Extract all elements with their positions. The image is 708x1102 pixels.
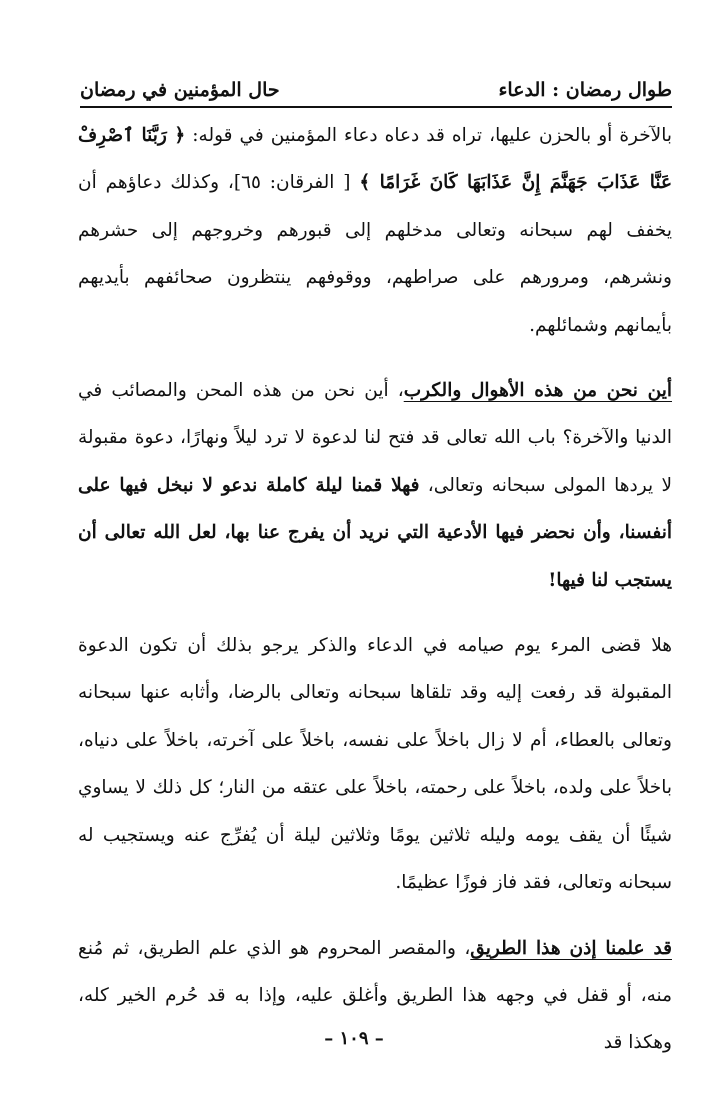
paragraph-1-text-b: ، وكذلك دعاؤهم أن يخفف لهم سبحانه وتعالى مدخلهم إلى قبورهم وخروجهم إلى حشرهم ونشرهم، ومرورهم على صراطهم، ووقوفهم ينتظرون صحائفهم بأيديهم بأيمانهم وشمائلهم. xyxy=(78,172,672,336)
running-header xyxy=(80,76,672,108)
verse-reference: [ الفرقان: ٦٥] xyxy=(233,172,360,194)
page-number: – ١٠٩ – xyxy=(324,1028,384,1049)
paragraph-2-bold: فهلا قمنا ليلة كاملة ندعو لا نبخل فيها على أنفسنا، وأن نحضر فيها الأدعية التي نريد أن يفرج عنا بها، لعل الله تعالى أن يستجب لنا فيها! xyxy=(78,474,672,591)
paragraph-2-text: ، أين نحن من هذه المحن والمصائب في الدنيا والآخرة؟ باب الله تعالى قد فتح لنا لدعوة لا ترد ليلاً ونهارًا، دعوة مقبولة لا يردها المولى سبحانه وتعالى، xyxy=(78,380,672,496)
paragraph-2 xyxy=(78,367,672,604)
quran-verse: ﴿ رَبَّنَا ٱصْرِفْ عَنَّا عَذَابَ جَهَنَّمَ إِنَّ عَذَابَهَا كَانَ غَرَامًا ﴾ xyxy=(78,125,672,194)
paragraph-2-lead: أين نحن من هذه الأهوال والكرب xyxy=(403,380,672,402)
paragraph-4-lead: قد علمنا إذن هذا الطريق xyxy=(470,937,672,959)
paragraph-3-text: هلا قضى المرء يوم صيامه في الدعاء والذكر يرجو بذلك أن تكون الدعوة المقبولة قد رفعت إليه وقد تلقاها سبحانه وتعالى بالرضا، وأثابه عنها سبحانه وتعالى بالعطاء، أم لا زال باخلاً على نفسه، باخلاً على آخرته، باخلاً على دنياه، باخلاً على ولده، باخلاً على رحمته، باخلاً على عتقه من النار؛ كل ذلك لا يساوي شيئًا أن يقف يومه وليله ثلاثين يومًا وثلاثين ليلة أن يُفرِّج عنه ويستجيب له سبحانه وتعالى، فقد فاز فوزًا عظيمًا. xyxy=(78,635,672,894)
paragraph-3 xyxy=(78,622,672,906)
paragraph-4-text: ، والمقصر المحروم هو الذي علم الطريق، ثم مُنع منه، أو قفل في وجهه هذا الطريق وأغلق عليه، وإذا به قد حُرم الخير كله، وهكذا قد xyxy=(78,937,672,1054)
page-body xyxy=(78,112,672,1067)
paragraph-1-text-a: بالآخرة أو بالحزن عليها، تراه قد دعاه دعاء المؤمنين في قوله: xyxy=(185,125,672,146)
header-chapter-title: طوال رمضان : الدعاء xyxy=(498,79,672,101)
header-book-title: حال المؤمنين في رمضان xyxy=(80,79,280,101)
paragraph-1 xyxy=(78,112,672,349)
